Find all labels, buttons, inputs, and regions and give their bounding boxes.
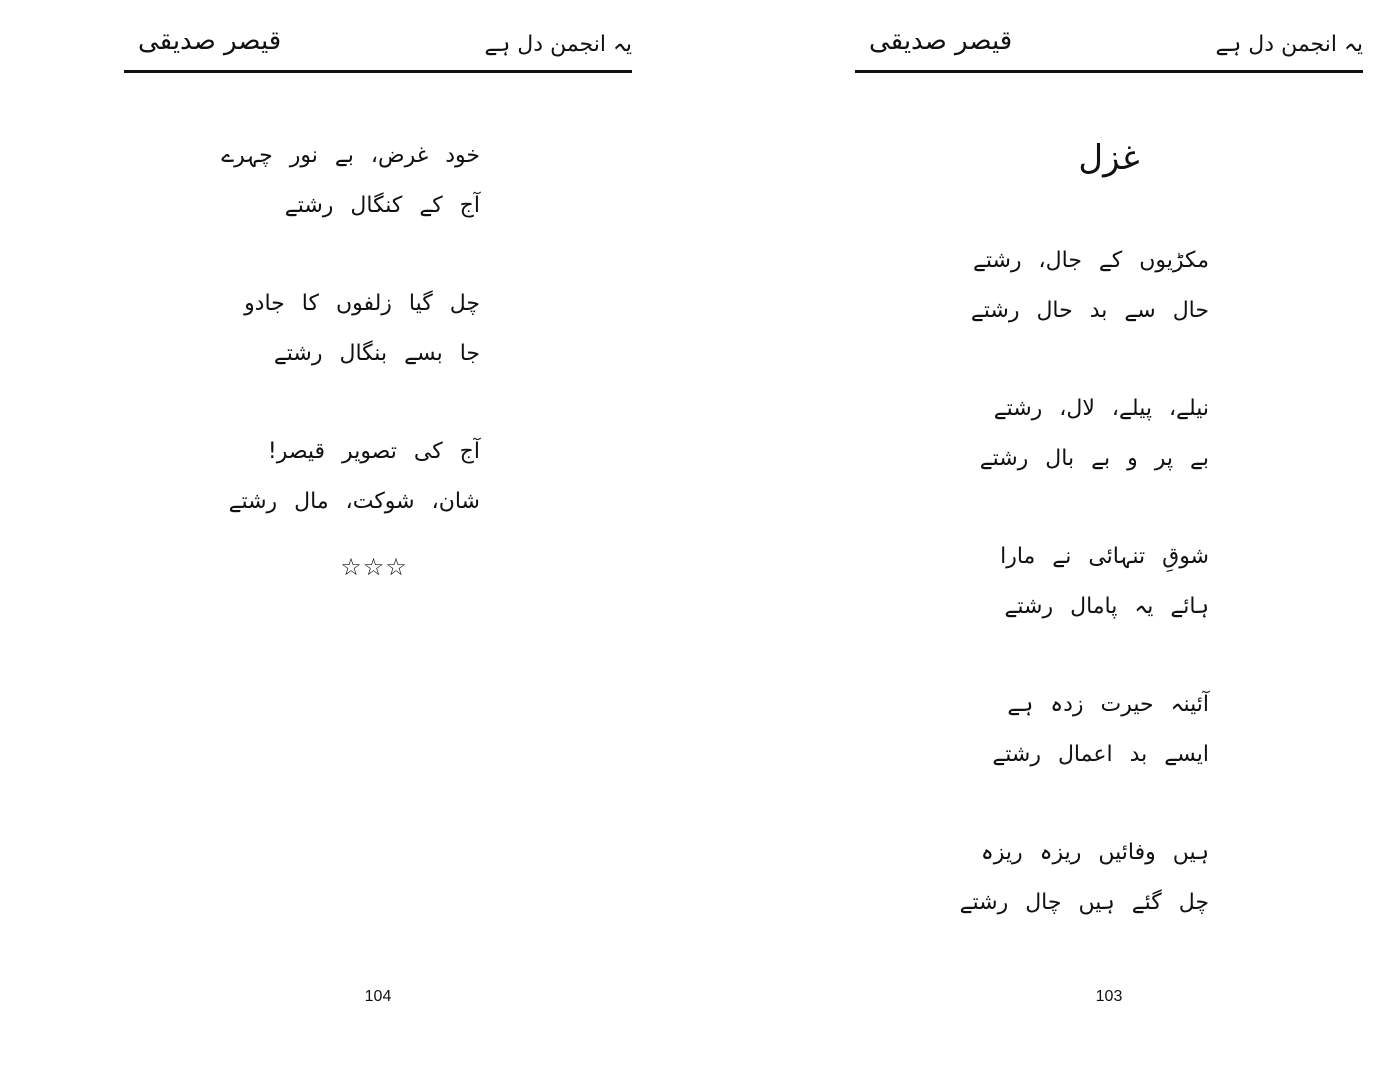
section-heading: غزل	[1078, 138, 1140, 178]
book-title: یہ انجمن دل ہے	[1215, 32, 1363, 57]
page-header	[855, 22, 1363, 68]
book-title: یہ انجمن دل ہے	[484, 32, 632, 57]
page-header	[124, 22, 632, 68]
verse-line: ایسے بد اعمال رشتے	[992, 742, 1209, 767]
stanza	[959, 828, 1209, 928]
verse-line: حال سے بد حال رشتے	[970, 298, 1209, 323]
header-rule	[124, 70, 632, 73]
stanza	[244, 279, 480, 379]
verse-line: آج کی تصویر قیصر!	[267, 439, 480, 464]
stanza	[970, 236, 1209, 336]
verse-line: آج کے کنگال رشتے	[284, 193, 480, 218]
stanza	[979, 680, 1209, 780]
stanza	[221, 131, 480, 231]
stanza	[979, 532, 1209, 632]
verse-line: بے پر و بے بال رشتے	[979, 446, 1209, 471]
page-104	[124, 0, 632, 1080]
verse-line: خود غرض، بے نور چہرے	[221, 143, 480, 168]
author-name: قیصر صدیقی	[869, 26, 1013, 56]
verse-line: ہائے یہ پامال رشتے	[1004, 594, 1209, 619]
verse-line: شوقِ تنہائی نے مارا	[1000, 544, 1209, 569]
end-stars-ornament: ☆☆☆	[340, 553, 408, 581]
verse-line: ہیں وفائیں ریزہ ریزہ	[980, 840, 1209, 865]
verse-line: آئینہ حیرت زدہ ہے	[1007, 692, 1209, 717]
verse-line: چل گئے ہیں چال رشتے	[959, 890, 1209, 915]
stanza	[228, 427, 480, 527]
verse-line: جا بسے بنگال رشتے	[273, 341, 480, 366]
page-number: 104	[364, 988, 392, 1005]
page-number: 103	[1095, 988, 1123, 1005]
poem-continuation	[221, 131, 480, 575]
author-name: قیصر صدیقی	[138, 26, 282, 56]
page-103	[855, 0, 1363, 1080]
ghazal	[959, 236, 1209, 976]
stanza	[979, 384, 1209, 484]
header-rule	[855, 70, 1363, 73]
verse-line: مکڑیوں کے جال، رشتے	[972, 248, 1209, 273]
verse-line: شان، شوکت، مال رشتے	[228, 489, 480, 514]
verse-line: نیلے، پیلے، لال، رشتے	[993, 396, 1209, 421]
verse-line: چل گیا زلفوں کا جادو	[244, 291, 480, 316]
